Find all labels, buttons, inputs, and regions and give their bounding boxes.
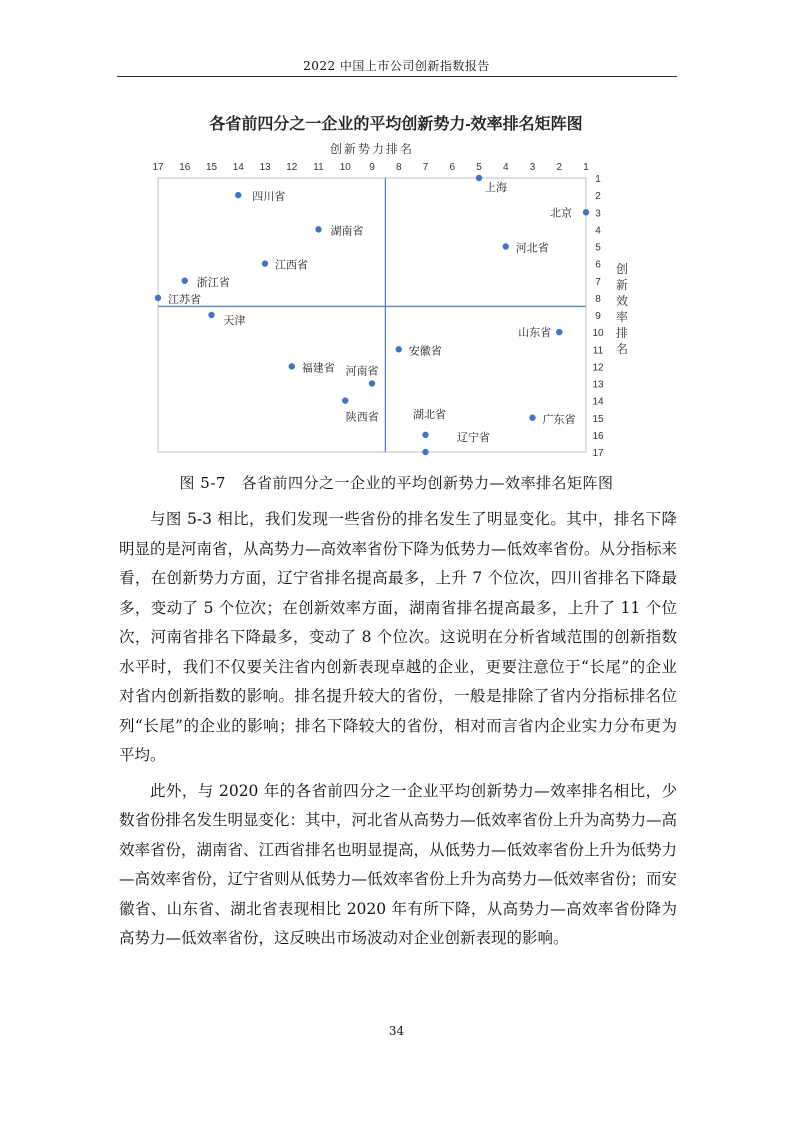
point-label: 湖南省 [330,225,364,238]
point-label: 河南省 [345,365,379,378]
y-axis-title [616,261,628,356]
x-tick-label: 17 [152,162,164,173]
y-tick-label: 11 [592,345,604,357]
x-tick-label: 7 [422,162,429,173]
point-label: 福建省 [301,362,335,375]
data-point [529,415,535,421]
x-tick-label: 11 [313,162,324,173]
y-tick-label: 6 [595,259,601,271]
y-tick-labels [592,174,604,459]
x-tick-label: 15 [205,162,218,173]
data-point [208,312,214,318]
y-tick-label: 16 [592,430,604,442]
paragraph: 与图 5-3 相比，我们发现一些省份的排名发生了明显变化。其中，排名下降明显的是河南省，从高势力—高效率省份下降为低势力—低效率省份。从分指标来看，在创新势力方面，辽宁省排名提高最多，上升 7 个位次，四川省排名下降最多，变动了 5 个位次；在创新效率方面，湖南省排名提高最多，上升了 11 个位次，河南省排名下降最多，变动了 8 个位次。这说明在分析省域范围的创新指数水平时，我们不仅要关注省内创新表现卓越的企业，更要注意位于“长尾”的企业对省内创新指数的影响。排名提升较大的省份，一般是排除了省内分指标排名位列“长尾”的企业的影响；排名下降较大的省份，相对而言省内企业实力分布更为平均。 [119,510,678,764]
y-tick-label: 4 [595,225,601,237]
point-label: 四川省 [252,191,286,204]
data-point [556,329,562,335]
x-tick-label: 9 [369,162,375,173]
data-point [342,397,348,403]
header-rule [117,76,677,77]
point-label: 江西省 [275,259,308,272]
data-point [262,260,268,266]
point-label: 陕西省 [345,411,379,424]
x-tick-label: 10 [339,162,351,173]
point-label: 湖北省 [413,408,446,421]
y-tick-label: 12 [592,362,604,374]
y-tick-label: 1 [595,174,601,185]
point-label: 上海 [485,182,507,194]
x-tick-label: 3 [529,162,536,173]
data-point [315,226,321,232]
x-tick-labels [152,162,589,173]
body-text [119,505,677,960]
x-tick-label: 6 [449,162,456,173]
y-tick-label: 17 [592,448,604,459]
y-axis-title-text: 创新效率排名 [615,262,629,356]
point-label: 北京 [550,207,572,220]
point-label: 河北省 [515,242,549,255]
x-axis-title: 创新势力排名 [329,142,415,156]
x-tick-label: 1 [583,162,589,173]
y-tick-label: 8 [595,293,601,305]
rank-matrix-chart [0,105,793,465]
data-point [503,243,509,249]
point-label: 浙江省 [196,276,230,289]
x-tick-label: 4 [502,162,509,173]
x-tick-label: 8 [395,162,402,173]
x-tick-label: 2 [556,162,563,173]
data-point [235,192,241,198]
y-tick-label: 2 [595,191,601,203]
y-tick-label: 10 [592,328,604,340]
y-tick-label: 14 [592,396,604,408]
x-tick-label: 14 [232,162,244,173]
running-header: 2022 中国上市公司创新指数报告 [303,59,490,73]
data-point [422,432,428,438]
y-tick-label: 9 [595,311,601,322]
y-tick-label: 5 [595,242,601,254]
point-label: 江苏省 [168,293,201,306]
chart-title: 各省前四分之一企业的平均创新势力-效率排名矩阵图 [209,116,583,133]
data-point [289,363,295,369]
y-tick-label: 3 [595,208,601,220]
data-point [155,295,161,301]
point-label: 山东省 [518,327,552,340]
data-point [476,175,482,181]
point-label: 广东省 [542,413,576,426]
paragraph: 此外，与 2020 年的各省前四分之一企业平均创新势力—效率排名相比，少数省份排名发生明显变化：其中，河北省从高势力—低效率省份上升为高势力—高效率省份，湖南省、江西省排名也明显提高，从低势力—低效率省份上升为低势力—高效率省份，辽宁省则从低势力—低效率省份上升为高势力—低效率省份；而安徽省、山东省、湖北省表现相比 2020 年有所下降，从高势力—高效率省份降为高势力—低效率省份，这反映出市场波动对企业创新表现的影响。 [119,781,678,947]
data-point [396,346,402,352]
x-tick-label: 5 [476,162,482,173]
data-points [155,175,589,455]
point-label: 安徽省 [408,345,442,358]
y-tick-label: 7 [595,276,601,288]
data-point [422,449,428,455]
point-label: 辽宁省 [457,432,490,444]
y-tick-label: 13 [592,379,604,391]
page-number: 34 [388,1024,405,1038]
data-point [182,278,188,284]
y-tick-label: 15 [592,413,604,425]
x-tick-label: 12 [286,162,298,173]
data-point [369,380,375,386]
data-point [583,209,589,215]
x-tick-label: 13 [259,162,271,173]
point-label: 天津 [223,315,246,327]
x-tick-label: 16 [179,162,191,173]
figure-caption: 图 5-7 各省前四分之一企业的平均创新势力—效率排名矩阵图 [179,474,614,492]
